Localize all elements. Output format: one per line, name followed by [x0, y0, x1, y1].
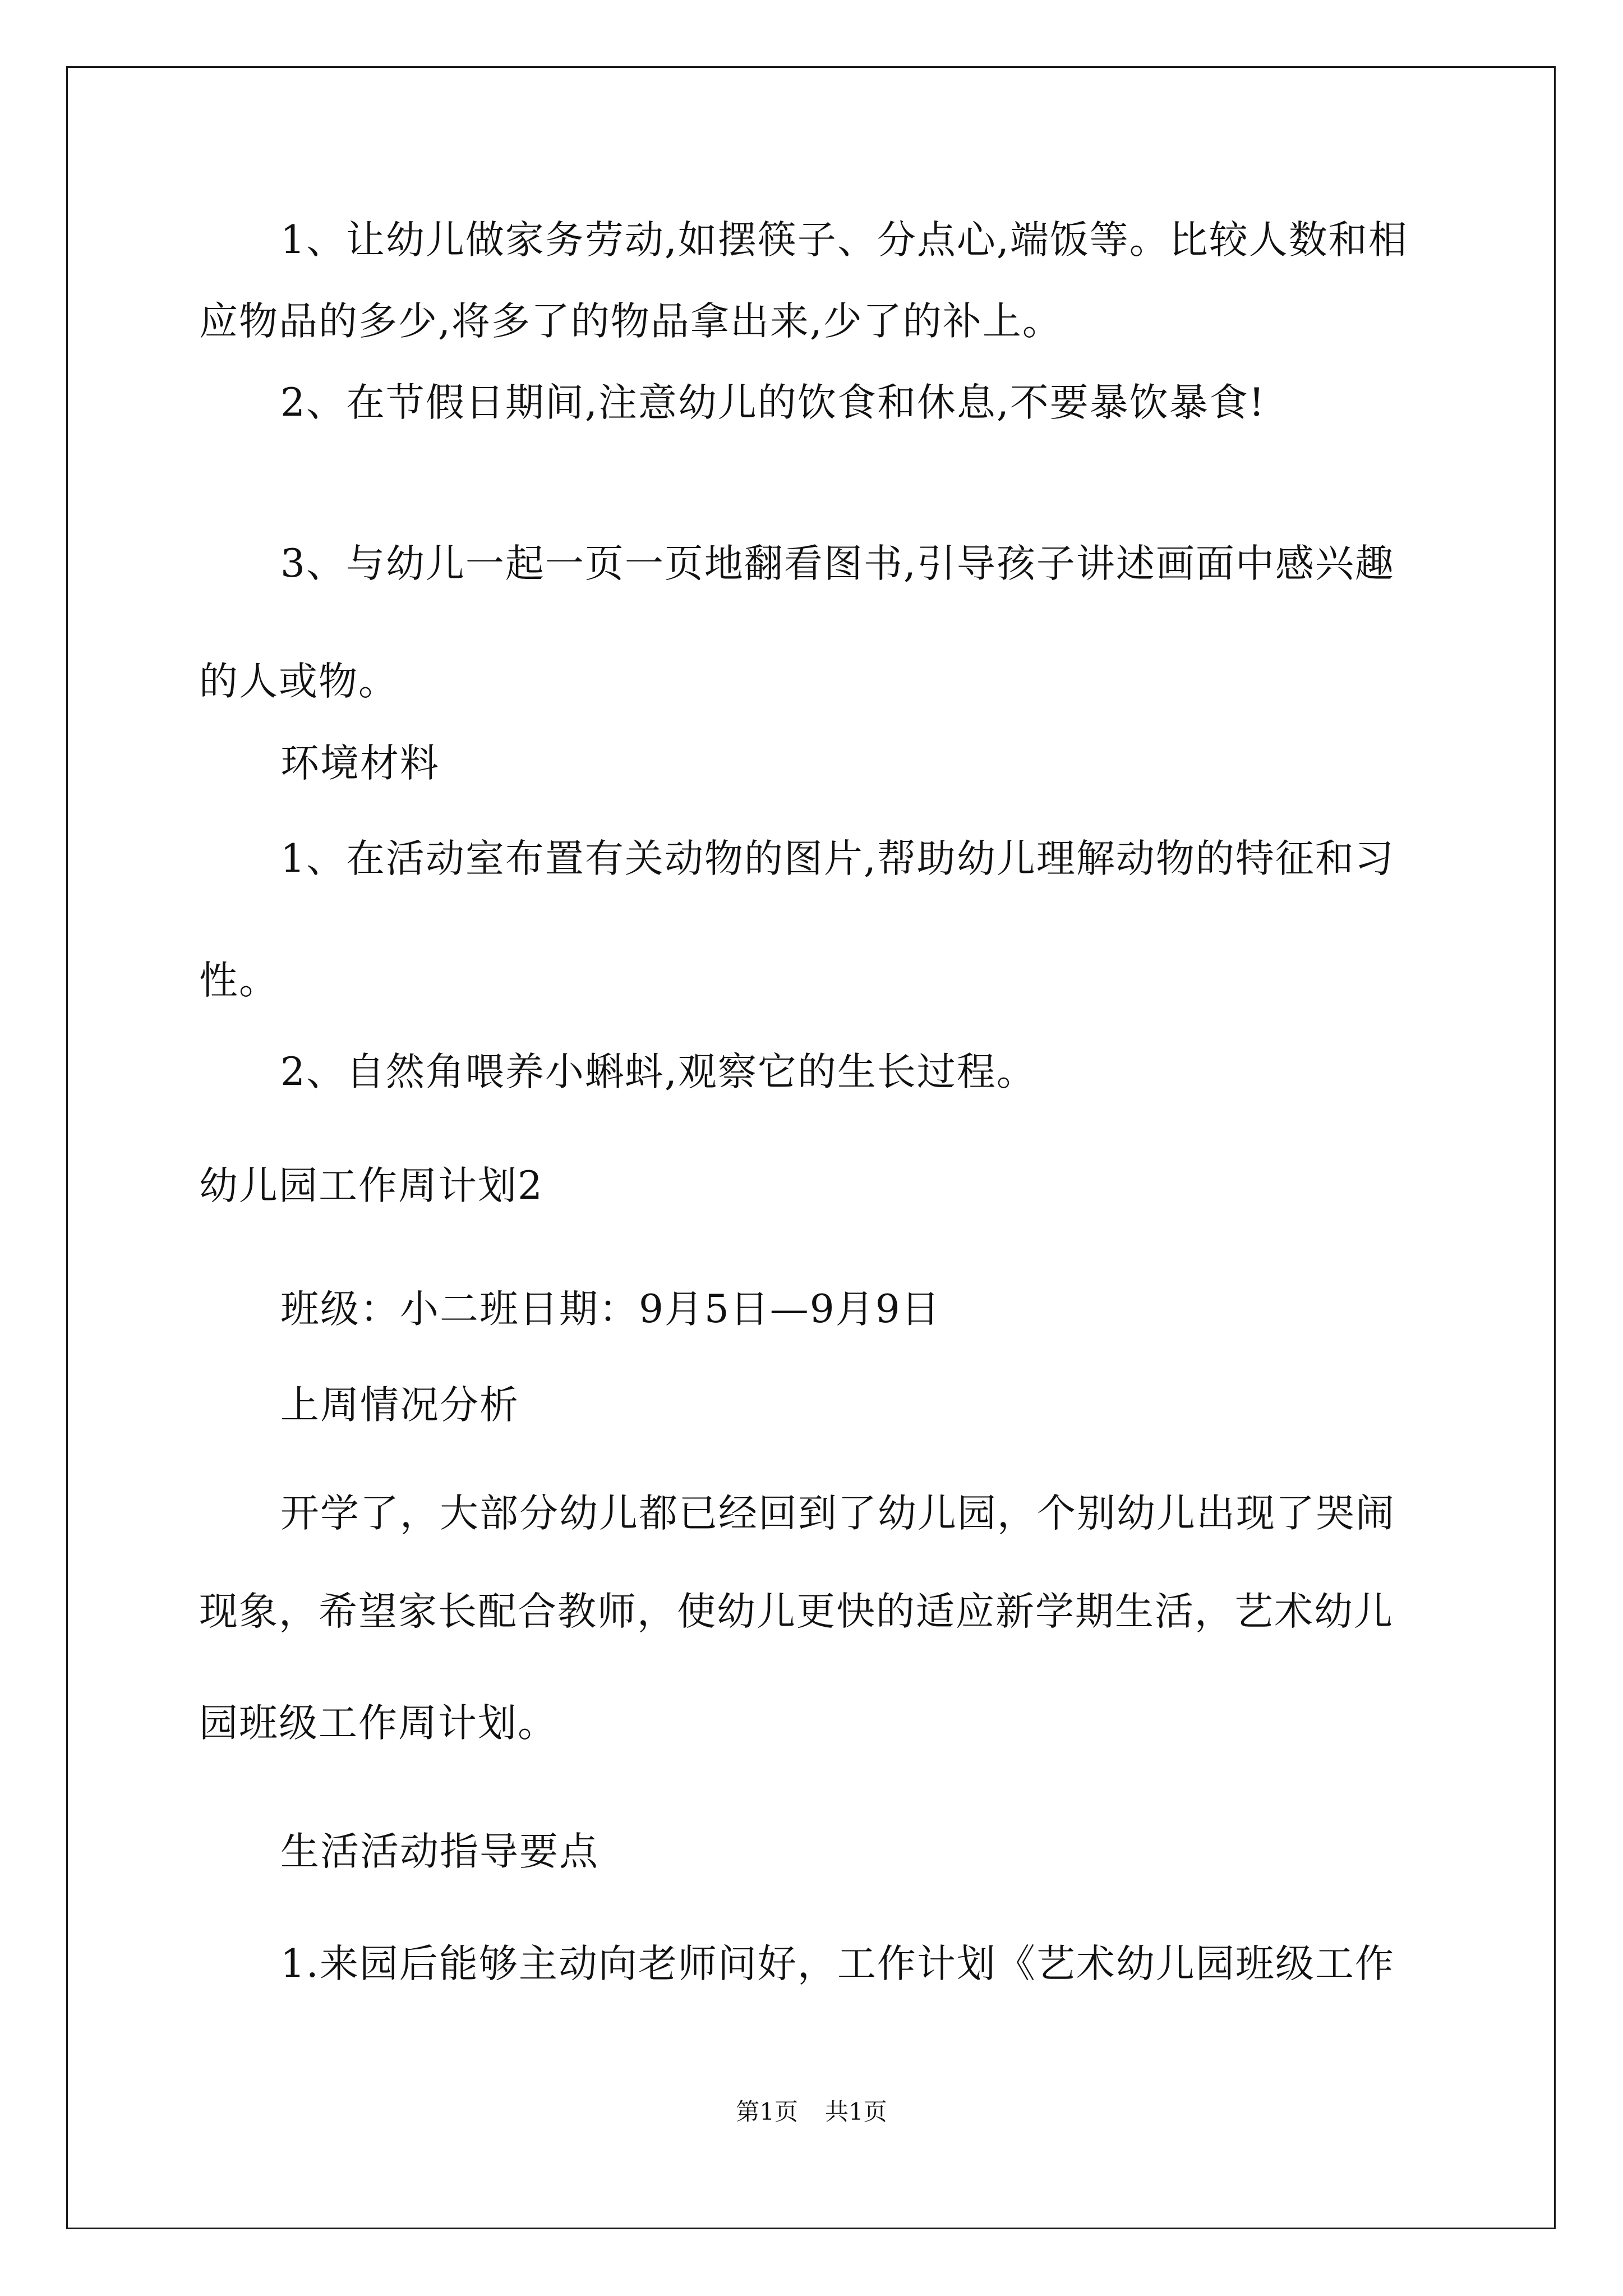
paragraph-line: 性。	[199, 958, 279, 1003]
paragraph-line: 1.来园后能够主动向老师问好，工作计划《艺术幼儿园班级工作	[280, 1941, 1395, 1986]
page-footer	[0, 2098, 1623, 2126]
paragraph-line: 3、与幼儿一起一页一页地翻看图书,引导孩子讲述画面中感兴趣	[280, 541, 1395, 586]
paragraph-line: 园班级工作周计划。	[199, 1701, 557, 1746]
section-heading: 生活活动指导要点	[280, 1829, 599, 1874]
paragraph-line: 2、自然角喂养小蝌蚪,观察它的生长过程。	[280, 1050, 1036, 1094]
paragraph-line: 开学了，大部分幼儿都已经回到了幼儿园，个别幼儿出现了哭闹	[280, 1491, 1395, 1536]
page-number: 第1页	[736, 2098, 798, 2125]
page-total: 共1页	[825, 2098, 887, 2125]
paragraph-line: 应物品的多少,将多了的物品拿出来,少了的补上。	[199, 299, 1062, 344]
section-heading: 上周情况分析	[280, 1383, 519, 1428]
paragraph-line: 班级：小二班日期：9月5日—9月9日	[280, 1287, 941, 1332]
paragraph-line: 1、在活动室布置有关动物的图片,帮助幼儿理解动物的特征和习	[280, 836, 1395, 881]
paragraph-line: 2、在节假日期间,注意幼儿的饮食和休息,不要暴饮暴食!	[280, 380, 1266, 425]
section-heading: 环境材料	[280, 741, 440, 786]
paragraph-line: 1、让幼儿做家务劳动,如摆筷子、分点心,端饭等。比较人数和相	[280, 218, 1408, 263]
paragraph-line: 的人或物。	[199, 659, 398, 704]
document-title: 幼儿园工作周计划2	[199, 1163, 543, 1208]
paragraph-line: 现象，希望家长配合教师，使幼儿更快的适应新学期生活，艺术幼儿	[199, 1589, 1394, 1634]
